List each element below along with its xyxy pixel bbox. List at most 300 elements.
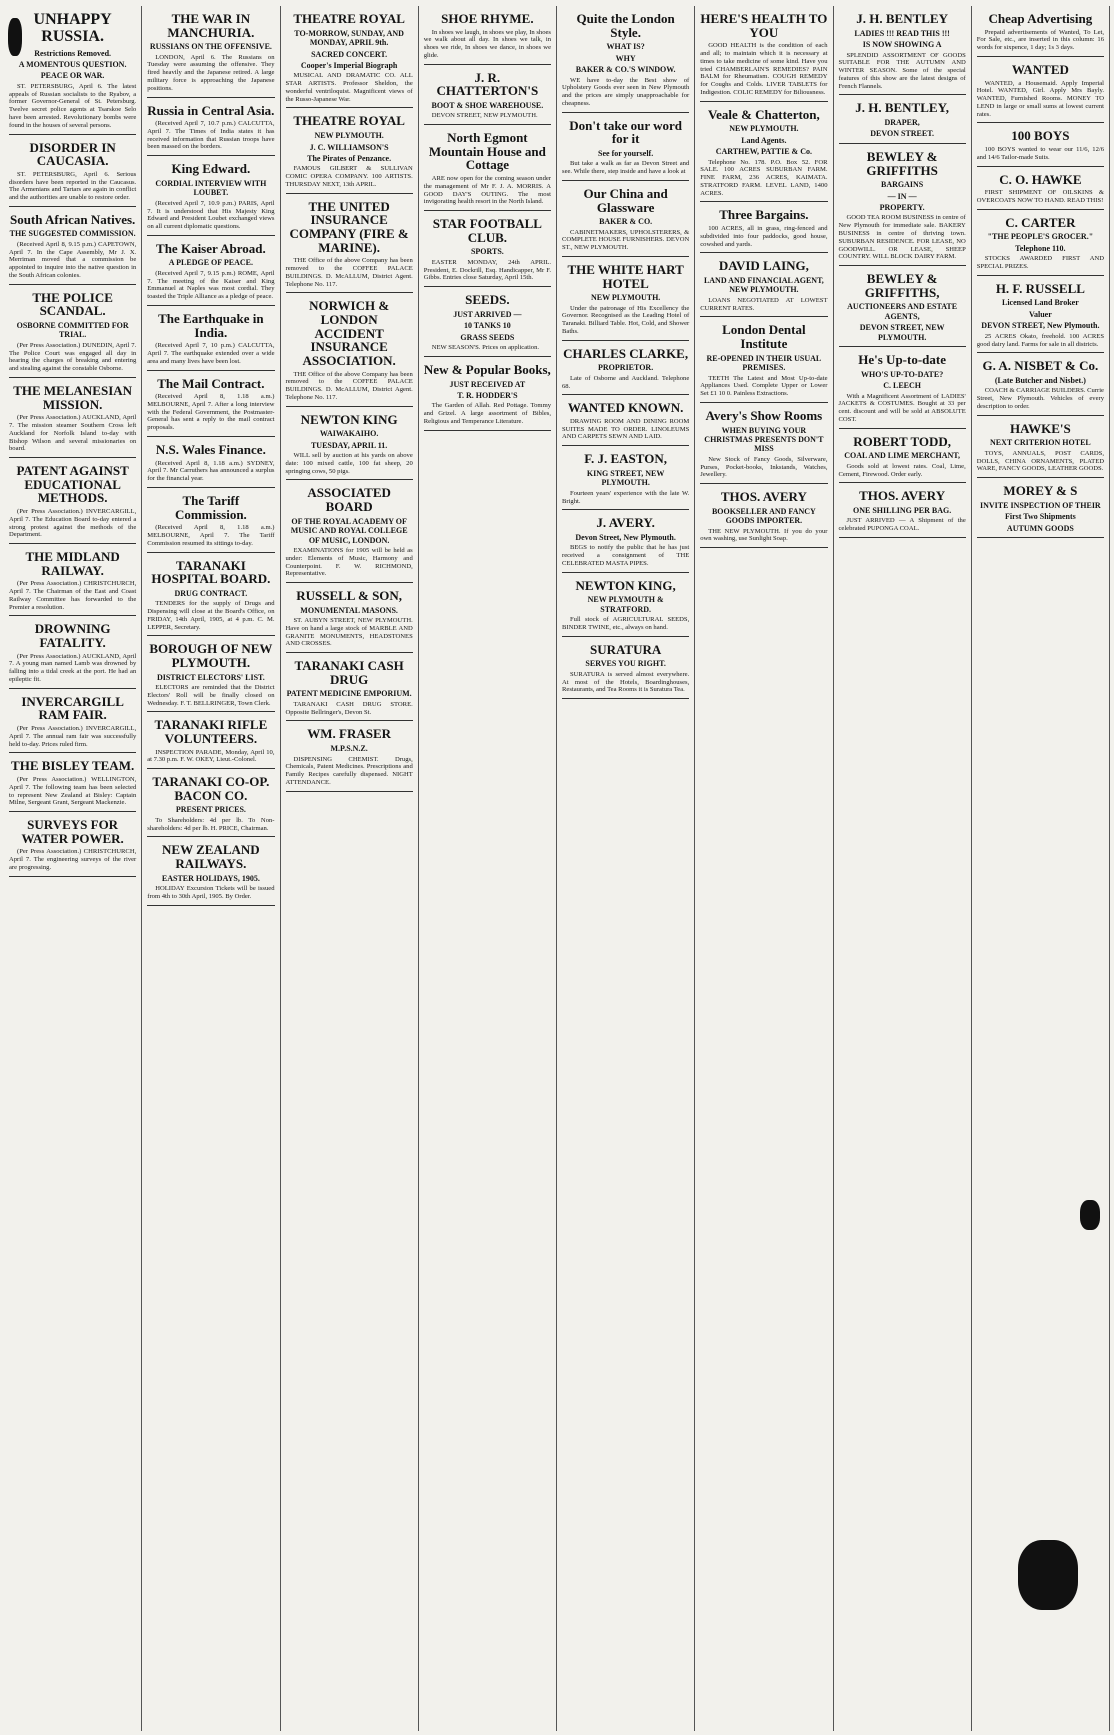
divider	[700, 101, 827, 102]
divider	[9, 206, 136, 207]
article-subheading: GRASS SEEDS	[460, 332, 515, 342]
article	[286, 12, 413, 108]
article-subheading: IS NOW SHOWING A	[862, 40, 942, 50]
article	[562, 187, 689, 257]
article-body: TOYS, ANNUALS, POST CARDS, DOLLS, CHINA ORNAMENTS, PLATED WARE, FANCY GOODS, LEATHER GOODS.	[976, 449, 1104, 473]
article-heading: SURVEYS FOR WATER POWER.	[21, 817, 124, 846]
article	[700, 108, 827, 203]
article	[700, 12, 827, 102]
article-body: To Shareholders: 4d per lb. To Non-shareholders: 4d per lb. H. PRICE, Chairman.	[147, 816, 275, 832]
article-body: 100 ACRES, all in grass, ring-fenced and subdivided into four paddocks, good house, cowshed and yards.	[700, 225, 828, 248]
article	[9, 622, 136, 688]
article	[562, 579, 689, 637]
article-subheading: Valuer	[1028, 309, 1052, 319]
article-subheading: AUTUMN GOODS	[1006, 523, 1074, 533]
article-body: With a Magnificent Assortment of LADIES' JACKETS & COSTUMES. Bought at 33 per cent. discount and will be sold at ABSOLUTE COST.	[838, 392, 966, 423]
article-subheading: SERVES YOU RIGHT.	[585, 659, 666, 669]
article	[977, 422, 1104, 478]
divider	[286, 652, 413, 653]
article-heading: NORWICH & LONDON ACCIDENT INSURANCE ASSOCIATION.	[302, 298, 396, 368]
article-body: (Per Press Association.) INVERCARGILL, April 7. The Education Board to-day entered a strong protest against the methods of the Department.	[9, 508, 137, 539]
divider	[147, 836, 274, 837]
article-heading: THOS. AVERY	[859, 488, 946, 504]
article	[977, 129, 1104, 166]
article	[147, 843, 274, 905]
article-heading: J. R. CHATTERTON'S	[436, 69, 539, 99]
article-subheading: NEW PLYMOUTH & STRATFORD.	[587, 595, 664, 614]
divider	[286, 406, 413, 407]
divider	[9, 134, 136, 135]
article-body: SPLENDID ASSORTMENT OF GOODS SUITABLE FOR THE AUTUMN AND WINTER SEASON. Some of the special features of this show are the latest designs of French Flannels.	[838, 51, 966, 90]
article	[147, 494, 274, 553]
article-heading: C. O. HAWKE	[999, 171, 1082, 187]
article-heading: STAR FOOTBALL CLUB.	[432, 216, 542, 245]
article	[286, 589, 413, 653]
divider	[286, 791, 413, 792]
article-subheading: WHAT IS?	[606, 42, 645, 52]
article	[562, 12, 689, 113]
article-heading: BEWLEY & GRIFFITHS,	[864, 271, 940, 300]
article-body: WANTED, a Housemaid. Apply Imperial Hotel. WANTED, Girl. Apply Mrs Bayly. WANTED, Furnished Rooms. MONEY TO LEND in large or small sums at lowest current rates.	[976, 79, 1104, 118]
article-body: STOCKS AWARDED FIRST AND SPECIAL PRIZES.	[976, 255, 1104, 271]
article-body: (Per Press Association.) DUNEDIN, April 7. The Police Court was engaged all day in hearing the charges of breaking and entering and stealing against the constable Osborne.	[9, 341, 137, 373]
divider	[977, 415, 1104, 416]
article-heading: THE POLICE SCANDAL.	[32, 289, 113, 319]
article	[424, 71, 551, 125]
article-body: Prepaid advertisements of Wanted, To Let, For Sale, etc., are inserted in this column: 16 words for sixpence, 1 day; 1s 3 days.	[976, 28, 1104, 52]
divider	[147, 235, 274, 236]
divider	[147, 155, 274, 156]
divider	[562, 180, 689, 181]
article-subheading: RUSSIANS ON THE OFFENSIVE.	[149, 42, 272, 52]
column-1	[4, 6, 142, 1731]
article-body: LOANS NEGOTIATED AT LOWEST CURRENT RATES.	[700, 296, 828, 312]
article-subheading: BARGAINS	[881, 180, 924, 190]
article-heading: J. H. BENTLEY	[856, 11, 948, 26]
article-heading: New & Popular Books,	[423, 361, 551, 377]
article-heading: Veale & Chatterton,	[707, 106, 820, 122]
article-body: THE NEW PLYMOUTH. If you do your own washing, use Sunlight Soap.	[700, 527, 828, 543]
article-subheading: BOOKSELLER AND FANCY GOODS IMPORTER.	[711, 506, 816, 526]
divider	[977, 477, 1104, 478]
divider	[700, 483, 827, 484]
divider	[839, 94, 966, 95]
article-heading: The Mail Contract.	[157, 375, 265, 391]
article-heading: Avery's Show Rooms	[705, 407, 823, 423]
article-subheading: COAL AND LIME MERCHANT,	[844, 451, 961, 461]
article-body: EASTER MONDAY, 24th APRIL. President, E. Dockrill, Esq. Handicapper, Mr F. Gibbs. Entries close Saturday, April 15th.	[423, 258, 551, 282]
article-subheading: NEW PLYMOUTH.	[729, 124, 799, 134]
article	[977, 484, 1104, 538]
article-subheading: 10 TANKS 10	[463, 321, 511, 331]
article-subheading: PRESENT PRICES.	[175, 805, 246, 815]
article-subheading: PROPRIETOR.	[598, 363, 654, 373]
article-body: HOLIDAY Excursion Tickets will be issued from 4th to 30th April, 1905. By Order.	[147, 885, 275, 900]
divider	[839, 265, 966, 266]
article-body: (Received April 8, 1.18 a.m.) SYDNEY, April 7. Mr Carruthers has announced a surplus for the financial year.	[147, 459, 275, 483]
article-subheading: PEACE OR WAR.	[40, 71, 105, 81]
article-heading: SEEDS.	[465, 292, 510, 308]
article	[286, 727, 413, 791]
article-subheading: NEXT CRITERION HOTEL	[989, 438, 1091, 448]
divider	[9, 615, 136, 616]
divider	[147, 768, 274, 769]
article-heading: Quite the London Style.	[576, 11, 675, 40]
article-body: Fourteen years' experience with the late W. Bright.	[562, 489, 690, 505]
article	[977, 63, 1104, 123]
column-3	[281, 6, 419, 1731]
article	[977, 282, 1104, 353]
article-body: JUST ARRIVED — A Shipment of the celebrated PUPONGA COAL.	[838, 517, 966, 533]
article-subheading: See for yourself.	[598, 148, 654, 158]
article-heading: Cheap Advertising	[988, 11, 1093, 26]
article	[147, 312, 274, 371]
article-body: FAMOUS GILBERT & SULLIVAN COMIC OPERA COMPANY. 100 ARTISTS. THURSDAY NEXT, 13th APRIL.	[285, 165, 413, 188]
article-subheading: DEVON STREET, NEW PLYMOUTH.	[859, 323, 945, 342]
article-subheading: ONE SHILLING PER BAG.	[853, 505, 952, 515]
article-body: New Stock of Fancy Goods, Silverware, Purses, Pocket-books, Inkstands, Watches, Jewellery.	[700, 455, 828, 479]
article-body: EXAMINATIONS for 1905 will be held as under: Elements of Music, Harmony and Counterpoint. F. W. RICHMOND, Representative.	[285, 547, 413, 578]
article-subheading: AUCTIONEERS AND ESTATE AGENTS,	[847, 302, 958, 321]
divider	[839, 428, 966, 429]
article-subheading: Restrictions Removed.	[34, 48, 112, 58]
article-subheading: MONUMENTAL MASONS.	[300, 605, 398, 615]
article	[9, 141, 136, 207]
divider	[977, 537, 1104, 538]
article	[147, 242, 274, 306]
article-heading: C. CARTER	[1005, 214, 1076, 230]
article-heading: King Edward.	[171, 161, 251, 177]
article	[9, 464, 136, 544]
divider	[839, 537, 966, 538]
divider	[424, 286, 551, 287]
article-body: (Received April 7, 10.9 p.m.) PARIS, April 7. It is understood that His Majesty King Edward and President Loubet exchanged views on all current diplomatic questions.	[147, 199, 275, 231]
article-body: ST. PETERSBURG, April 6. The latest appeals of Russian socialists to the Ryabov, a former Governor-General of St. Petersburg. Twelve secret police agents at Tsarskoe Selo have been arrested. Revolutionary bombs were found in the houses of several persons.	[9, 82, 137, 129]
article-heading: TARANAKI RIFLE VOLUNTEERS.	[154, 717, 268, 746]
article	[839, 272, 966, 347]
article-heading: THE WHITE HART HOTEL	[567, 261, 684, 291]
article-subheading: BAKER & CO.'S WINDOW.	[575, 65, 676, 75]
article-heading: NEWTON KING,	[575, 577, 676, 593]
article-heading: NEWTON KING	[300, 411, 398, 427]
article-heading: TARANAKI CO-OP. BACON CO.	[152, 774, 270, 803]
article-body: THE Office of the above Company has been removed to the COFFEE PALACE BUILDINGS. D. McALLUM, District Agent. Telephone No. 117.	[285, 370, 413, 401]
column-2	[142, 6, 280, 1731]
article	[562, 643, 689, 699]
article-heading: DAVID LAING,	[718, 258, 809, 274]
divider	[700, 201, 827, 202]
article-heading: THEATRE ROYAL	[293, 113, 405, 129]
article-body: The Garden of Allah. Red Pottage. Tommy and Grizel. A large assortment of Bibles, Religious and Temperance Literature.	[423, 402, 551, 425]
article-heading: CHARLES CLARKE,	[563, 345, 689, 361]
ink-blot	[1080, 1200, 1100, 1230]
divider	[9, 688, 136, 689]
article-subheading: PATENT MEDICINE EMPORIUM.	[286, 689, 412, 699]
article	[286, 200, 413, 294]
divider	[9, 377, 136, 378]
article	[977, 173, 1104, 210]
article	[9, 384, 136, 458]
article-subheading: OF THE ROYAL ACADEMY OF MUSIC AND ROYAL COLLEGE OF MUSIC, LONDON.	[290, 516, 408, 545]
article	[9, 213, 136, 285]
article-heading: THOS. AVERY	[720, 489, 807, 505]
article-subheading: JUST ARRIVED —	[453, 309, 522, 319]
article-subheading: CARTHEW, PATTIE & Co.	[715, 147, 812, 157]
article-heading: THE MELANESIAN MISSION.	[13, 382, 133, 412]
divider	[562, 509, 689, 510]
article	[147, 162, 274, 236]
article-body: 25 ACRES Okato, freehold. 100 ACRES good dairy land. Farms for sale in all districts.	[976, 332, 1104, 348]
divider	[147, 905, 274, 906]
article-body: INSPECTION PARADE, Monday, April 10, at 7.30 p.m. F. W. OKEY, Lieut.-Colonel.	[147, 748, 275, 764]
article-heading: HAWKE'S	[1010, 420, 1071, 436]
article	[562, 119, 689, 181]
article-subheading: DISTRICT ELECTORS' LIST.	[156, 672, 265, 682]
divider	[286, 193, 413, 194]
article	[562, 452, 689, 510]
ink-blot	[1018, 1540, 1078, 1610]
article	[9, 695, 136, 754]
article	[9, 759, 136, 812]
article	[700, 409, 827, 484]
article-body: 100 BOYS wanted to wear our 11/6, 12/6 and 14/6 Tailor-made Suits.	[976, 146, 1104, 161]
article	[562, 516, 689, 572]
article-subheading: J. C. WILLIAMSON'S	[309, 142, 389, 152]
divider	[977, 166, 1104, 167]
article	[839, 150, 966, 266]
divider	[9, 876, 136, 877]
divider	[424, 64, 551, 65]
divider	[839, 482, 966, 483]
article-body: COACH & CARRIAGE BUILDERS. Currie Street, New Plymouth. Vehicles of every description to order.	[976, 387, 1104, 410]
ink-blot	[8, 18, 22, 56]
article	[839, 12, 966, 95]
divider	[562, 445, 689, 446]
article	[977, 359, 1104, 415]
article-subheading: LAND AND FINANCIAL AGENT, NEW PLYMOUTH.	[703, 276, 824, 295]
article-heading: HERE'S HEALTH TO YOU	[700, 11, 828, 40]
article-heading: N.S. Wales Finance.	[155, 442, 266, 458]
article	[147, 12, 274, 98]
article-heading: WANTED KNOWN.	[567, 400, 684, 416]
article-subheading: M.P.S.N.Z.	[330, 744, 368, 754]
column-5	[557, 6, 695, 1731]
divider	[700, 252, 827, 253]
divider	[147, 487, 274, 488]
article-subheading: NEW PLYMOUTH.	[314, 131, 384, 141]
article-body: SURATURA is served almost everywhere. At most of the Hotels, Boardinghouses, Restaurants, and Tea Rooms it is Suratura Tea.	[562, 670, 690, 694]
article-subheading: TUESDAY, APRIL 11.	[310, 440, 388, 450]
article	[424, 363, 551, 431]
divider	[147, 552, 274, 553]
article	[147, 775, 274, 837]
divider	[286, 107, 413, 108]
article-heading: London Dental Institute	[722, 322, 806, 352]
article-heading: DROWNING FATALITY.	[34, 621, 111, 651]
article-body: GOOD TEA ROOM BUSINESS in centre of New Plymouth for immediate sale. BAKERY BUSINESS in centre of thriving town. SUBURBAN RESIDENCE. FOR LEASE, NO GOODWILL. OR LEASE, SHEEP COUNTRY. WILL BLOCK DAIRY FARM.	[838, 214, 966, 261]
article-body: But take a walk as far as Devon Street and see. While there, step inside and have a look at	[562, 160, 690, 176]
article-heading: Our China and Glassware	[583, 185, 668, 215]
divider	[424, 124, 551, 125]
article	[562, 347, 689, 396]
article-heading: South African Natives.	[9, 211, 136, 227]
divider	[147, 97, 274, 98]
divider	[562, 698, 689, 699]
article-subheading: Land Agents.	[741, 135, 787, 145]
article-body: Goods sold at lowest rates. Coal, Lime, Cement, Firewood. Order early.	[838, 462, 966, 478]
article-heading: BOROUGH OF NEW PLYMOUTH.	[149, 641, 273, 670]
article-subheading: DEVON STREET.	[870, 129, 934, 139]
article-subheading: SACRED CONCERT.	[311, 49, 388, 59]
divider	[977, 352, 1104, 353]
article-body: WE have to-day the Best show of Upholstery Goods ever seen in New Plymouth and the prices are simply unapproachable for cheapness.	[562, 76, 690, 107]
article-heading: RUSSELL & SON,	[296, 588, 403, 604]
divider	[9, 811, 136, 812]
article	[286, 486, 413, 583]
article-heading: THE WAR IN MANCHURIA.	[167, 11, 255, 40]
divider	[147, 370, 274, 371]
article-body: (Per Press Association.) CHRISTCHURCH, April 7. The Chairman of the East and Coast Railway Committee has forwarded to the Premier a resolution.	[9, 580, 137, 611]
article-heading: ASSOCIATED BOARD	[307, 485, 391, 515]
article-body: TENDERS for the supply of Drugs and Dispensing will close at the Board's Office, on FRIDAY, 14th April, 1905, at 4 p.m. C. M. LEPPER, Secretary.	[147, 600, 275, 631]
article-body: DRAWING ROOM AND DINING ROOM SUITES MADE TO ORDER. LINOLEUMS AND CARPETS SEWN AND LAID.	[562, 417, 690, 441]
divider	[286, 582, 413, 583]
article	[424, 217, 551, 287]
article-heading: SHOE RHYME.	[441, 11, 534, 26]
article	[147, 377, 274, 437]
article-subheading: DRAPER,	[884, 117, 920, 127]
article	[424, 293, 551, 357]
article-subheading: Telephone 110.	[1015, 243, 1066, 253]
divider	[700, 547, 827, 548]
article-subheading: RE-OPENED IN THEIR USUAL PREMISES.	[706, 353, 822, 373]
article-subheading: LADIES !!! READ THIS !!!	[854, 28, 950, 38]
divider	[839, 143, 966, 144]
divider	[700, 402, 827, 403]
article-subheading: BOOT & SHOE WAREHOUSE.	[431, 100, 544, 110]
article-subheading: EASTER HOLIDAYS, 1905.	[161, 873, 260, 883]
article-subheading: C. LEECH	[883, 381, 922, 391]
article	[9, 550, 136, 616]
article-subheading: KING STREET, NEW PLYMOUTH.	[586, 468, 665, 488]
article	[147, 104, 274, 157]
article-subheading: — IN —	[887, 191, 917, 201]
article	[424, 12, 551, 65]
article-subheading: Licensed Land Broker	[1002, 298, 1079, 308]
article-body: DEVON STREET, NEW PLYMOUTH.	[431, 112, 538, 120]
divider	[9, 752, 136, 753]
article	[424, 131, 551, 211]
article-heading: TARANAKI CASH DRUG	[294, 658, 404, 687]
article-heading: G. A. NISBET & Co.	[982, 358, 1099, 374]
article-heading: INVERCARGILL RAM FAIR.	[21, 693, 124, 723]
article-body: LONDON, April 6. The Russians on Tuesday were assuming the offensive. They fired heavily and the Japanese retired. A large military force is approaching the Japanese positions.	[147, 53, 275, 92]
article-body: (Per Press Association.) INVERCARGILL, April 7. The annual ram fair was successfully held to-day. Prices ruled firm.	[9, 725, 137, 748]
article-body: (Received April 8, 1.18 a.m.) MELBOURNE, April 7. The Tariff Commission resumed its sittings to-day.	[147, 524, 275, 547]
article-subheading: CORDIAL INTERVIEW WITH LOUBET.	[155, 178, 267, 198]
article-heading: UNHAPPY RUSSIA.	[33, 11, 112, 45]
article-body: (Per Press Association.) WELLINGTON, April 7. The following team has been selected to represent New Zealand at Bisley: Captain Milne, Sergeant Grant, Sergeant Mackenzie.	[9, 775, 137, 807]
divider	[147, 436, 274, 437]
article-body: (Per Press Association.) AUCKLAND, April 7. A young man named Lamb was drowned by falling into a tidal creek at the port. He had an epileptic fit.	[9, 652, 137, 683]
divider	[977, 209, 1104, 210]
article-body: (Received April 7, 9.15 p.m.) ROME, April 7. The meeting of the Kaiser and King Emmanuel at Naples was most cordial. They toasted the Triple Alliance as a pledge of peace.	[147, 269, 275, 301]
article-body: (Received April 8, 1.18 a.m.) MELBOURNE, April 7. After a long interview with the Federal Government, the Postmaster-General has sent a reply to the mail contract proposals.	[147, 393, 275, 432]
article-body: GOOD HEALTH is the condition of each and all; to maintain which it is necessary at times to take medicine of some kind. Have you tried CHAMBERLAIN'S REMEDIES? PAIN BALM for Rheumatism. COUGH REMEDY for Coughs and Colds. LIVER TABLETS for Indigestion. COLIC REMEDY for Biliousness.	[700, 42, 828, 96]
column-6	[695, 6, 833, 1731]
article-subheading: The Pirates of Penzance.	[307, 153, 392, 163]
article	[839, 353, 966, 429]
divider	[977, 275, 1104, 276]
article-body: WILL sell by auction at his yards on above date: 100 mixed cattle, 100 fat sheep, 20 springing cows, 50 pigs.	[285, 452, 413, 475]
divider	[977, 122, 1104, 123]
divider	[286, 292, 413, 293]
article-subheading: SPORTS.	[470, 247, 504, 257]
article	[562, 263, 689, 341]
article-heading: THE MIDLAND RAILWAY.	[25, 549, 120, 578]
article-heading: He's Up-to-date	[858, 352, 946, 368]
article	[700, 259, 827, 317]
article-body: Telephone No. 178. P.O. Box 52. FOR SALE. 100 ACRES SUBURBAN FARM. FINE FARM, 236 ACRES, KAIMATA. STRATFORD FARM. LEVEL LAND, 1400 ACRES.	[700, 158, 828, 197]
article-heading: PATENT AGAINST EDUCATIONAL METHODS.	[16, 463, 129, 506]
article	[562, 401, 689, 446]
divider	[977, 56, 1104, 57]
article-heading: North Egmont Mountain House and Cottage	[428, 130, 546, 173]
article-body: Under the patronage of His Excellency the Governor. Recognised as the Leading Hotel of Taranaki. Billiard Table. Hot, Cold, and Shower Baths.	[562, 304, 690, 335]
article-body: TARANAKI CASH DRUG STORE. Opposite Bellringer's, Devon St.	[285, 700, 413, 716]
article-subheading: A PLEDGE OF PEACE.	[168, 258, 253, 268]
article-body: (Received April 7, 10 p.m.) CALCUTTA, April 7. The earthquake extended over a wide area and many lives have been lost.	[147, 342, 275, 365]
article-body: CABINETMAKERS, UPHOLSTERERS, & COMPLETE HOUSE FURNISHERS. DEVON ST., NEW PLYMOUTH.	[562, 228, 690, 252]
divider	[286, 720, 413, 721]
article-body: THE Office of the above Company has been removed to the COFFEE PALACE BUILDINGS. D. McALLUM, District Agent. Telephone No. 117.	[285, 257, 413, 288]
article	[147, 718, 274, 769]
article	[286, 114, 413, 193]
article-body: (Received April 8, 9.15 p.m.) CAPETOWN, April 7. In the Cape Assembly, Mr J. X. Merriman moved that a commission be appointed to inquire into the native question in the South African colonies.	[9, 240, 137, 279]
divider	[9, 284, 136, 285]
article-heading: THEATRE ROYAL	[293, 11, 405, 26]
divider	[147, 305, 274, 306]
article-body: BEGS to notify the public that he has just received a consignment of THE CELEBRATED MASTA PIPES.	[562, 544, 690, 567]
divider	[700, 316, 827, 317]
article	[9, 291, 136, 378]
article-body: Late of Osborne and Auckland. Telephone 68.	[562, 374, 690, 390]
column-7	[834, 6, 972, 1731]
article	[839, 435, 966, 484]
article	[839, 489, 966, 538]
article-heading: MOREY & S	[1003, 483, 1078, 499]
divider	[424, 210, 551, 211]
article	[700, 208, 827, 253]
article-subheading: WHEN BUYING YOUR CHRISTMAS PRESENTS DON'T MISS	[704, 425, 824, 454]
article-heading: ROBERT TODD,	[853, 433, 952, 449]
divider	[562, 112, 689, 113]
article-body: ST. AUBYN STREET, NEW PLYMOUTH. Have on hand a large stock of MARBLE AND GRANITE MONUMENTS, HEADSTONES AND CROSSES.	[285, 617, 413, 648]
article-subheading: WHO'S UP-TO-DATE?	[861, 369, 944, 379]
article-heading: WANTED	[1011, 61, 1069, 77]
article-body: ELECTORS are reminded that the District Electors' Roll will be finally closed on Wednesday. F. T. BELLRINGER, Town Clerk.	[147, 684, 275, 707]
article	[147, 443, 274, 488]
article-heading: NEW ZEALAND RAILWAYS.	[162, 842, 260, 872]
article-subheading: OSBORNE COMMITTED FOR TRIAL.	[16, 321, 129, 340]
article-heading: DISORDER IN CAUCASIA.	[29, 139, 116, 169]
article-heading: THE BISLEY TEAM.	[11, 758, 135, 774]
article-heading: Russia in Central Asia.	[147, 102, 275, 118]
article-heading: Don't take our word for it	[569, 117, 683, 147]
divider	[9, 457, 136, 458]
divider	[562, 572, 689, 573]
article-heading: Three Bargains.	[719, 207, 809, 223]
